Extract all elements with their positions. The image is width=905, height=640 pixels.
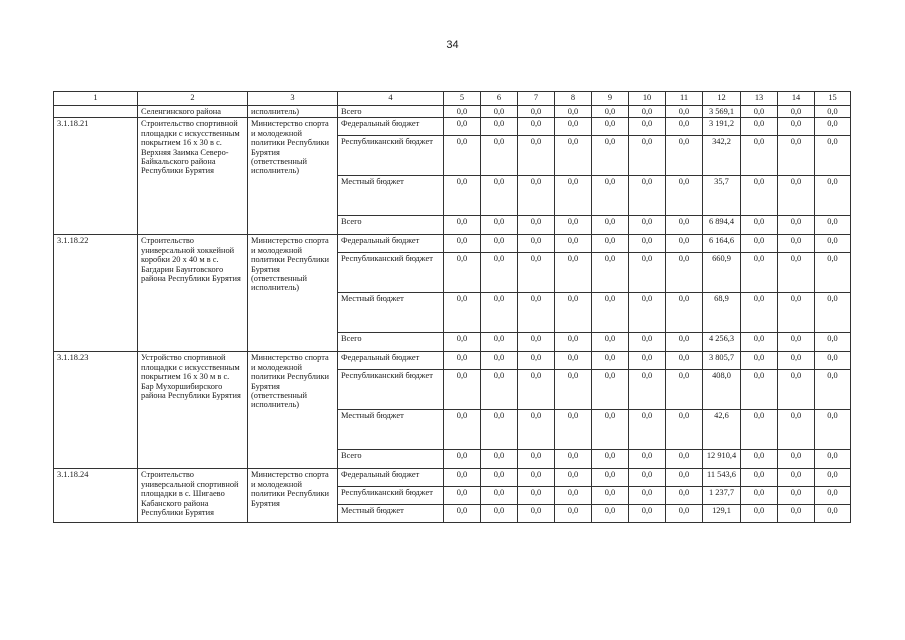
value-cell: 0,0 <box>815 410 851 450</box>
value-cell: 0,0 <box>815 235 851 253</box>
column-header-row <box>54 92 851 106</box>
value-cell: 0,0 <box>666 505 703 523</box>
value-cell: 0,0 <box>592 410 629 450</box>
value-cell: 0,0 <box>778 450 815 469</box>
value-cell: 0,0 <box>815 487 851 505</box>
value-cell: 0,0 <box>741 176 778 216</box>
value-cell: 0,0 <box>555 216 592 235</box>
row-executor: Министерство спорта и молодежной политики Республики Бурятия (ответственный исполнитель) <box>248 235 338 352</box>
value-cell: 0,0 <box>518 293 555 333</box>
row-code <box>54 106 138 118</box>
funding-source: Всего <box>338 216 444 235</box>
table-row <box>54 106 851 118</box>
value-cell: 0,0 <box>815 118 851 136</box>
row-name: Строительство универсальной хоккейной коробки 20 х 40 м в с. Багдарин Баунтовского района Республики Бурятия <box>138 235 248 352</box>
value-cell: 0,0 <box>592 333 629 352</box>
value-cell: 0,0 <box>778 370 815 410</box>
value-cell: 0,0 <box>778 235 815 253</box>
value-cell: 0,0 <box>741 118 778 136</box>
value-cell: 0,0 <box>629 176 666 216</box>
value-cell: 0,0 <box>481 370 518 410</box>
row-code: 3.1.18.22 <box>54 235 138 352</box>
value-cell: 0,0 <box>815 469 851 487</box>
value-cell: 0,0 <box>815 176 851 216</box>
value-cell: 0,0 <box>481 333 518 352</box>
value-cell: 68,9 <box>703 293 741 333</box>
column-header: 15 <box>815 92 851 106</box>
value-cell: 0,0 <box>481 487 518 505</box>
funding-source: Федеральный бюджет <box>338 235 444 253</box>
column-header: 10 <box>629 92 666 106</box>
value-cell: 0,0 <box>592 352 629 370</box>
value-cell: 0,0 <box>666 235 703 253</box>
value-cell: 0,0 <box>741 235 778 253</box>
value-cell: 0,0 <box>666 176 703 216</box>
value-cell: 0,0 <box>481 118 518 136</box>
value-cell: 0,0 <box>518 176 555 216</box>
value-cell: 0,0 <box>815 136 851 176</box>
value-cell: 1 237,7 <box>703 487 741 505</box>
value-cell: 0,0 <box>481 253 518 293</box>
value-cell: 0,0 <box>444 176 481 216</box>
value-cell: 0,0 <box>666 450 703 469</box>
value-cell: 0,0 <box>481 216 518 235</box>
value-cell: 0,0 <box>629 118 666 136</box>
value-cell: 0,0 <box>518 253 555 293</box>
funding-source: Местный бюджет <box>338 410 444 450</box>
value-cell: 0,0 <box>629 106 666 118</box>
value-cell: 0,0 <box>778 118 815 136</box>
value-cell: 3 805,7 <box>703 352 741 370</box>
value-cell: 0,0 <box>444 136 481 176</box>
value-cell: 0,0 <box>444 370 481 410</box>
row-code: 3.1.18.23 <box>54 352 138 469</box>
row-name: Селенгинского района <box>138 106 248 118</box>
column-header: 1 <box>54 92 138 106</box>
value-cell: 0,0 <box>666 410 703 450</box>
value-cell: 0,0 <box>481 410 518 450</box>
value-cell: 0,0 <box>555 253 592 293</box>
value-cell: 0,0 <box>815 370 851 410</box>
value-cell: 0,0 <box>444 333 481 352</box>
value-cell: 0,0 <box>481 106 518 118</box>
value-cell: 0,0 <box>629 487 666 505</box>
value-cell: 0,0 <box>555 370 592 410</box>
row-name: Строительство спортивной площадки с искусственным покрытием 16 х 30 в с. Верхняя Заимка Северо-Байкальского района Республики Бурятия <box>138 118 248 235</box>
value-cell: 0,0 <box>481 352 518 370</box>
column-header: 7 <box>518 92 555 106</box>
value-cell: 0,0 <box>741 333 778 352</box>
value-cell: 0,0 <box>592 505 629 523</box>
value-cell: 0,0 <box>629 352 666 370</box>
value-cell: 0,0 <box>815 333 851 352</box>
value-cell: 0,0 <box>815 450 851 469</box>
value-cell: 660,9 <box>703 253 741 293</box>
funding-source: Местный бюджет <box>338 505 444 523</box>
value-cell: 0,0 <box>518 118 555 136</box>
value-cell: 0,0 <box>518 505 555 523</box>
value-cell: 0,0 <box>629 136 666 176</box>
value-cell: 0,0 <box>815 253 851 293</box>
value-cell: 0,0 <box>444 450 481 469</box>
value-cell: 0,0 <box>518 352 555 370</box>
value-cell: 11 543,6 <box>703 469 741 487</box>
funding-source: Местный бюджет <box>338 176 444 216</box>
value-cell: 0,0 <box>741 106 778 118</box>
row-code: 3.1.18.24 <box>54 469 138 523</box>
value-cell: 0,0 <box>666 253 703 293</box>
value-cell: 0,0 <box>555 450 592 469</box>
column-header: 8 <box>555 92 592 106</box>
value-cell: 0,0 <box>666 106 703 118</box>
value-cell: 0,0 <box>741 136 778 176</box>
table-row <box>54 235 851 253</box>
table-body <box>54 92 851 523</box>
value-cell: 0,0 <box>815 352 851 370</box>
value-cell: 0,0 <box>629 293 666 333</box>
value-cell: 0,0 <box>592 106 629 118</box>
value-cell: 0,0 <box>666 136 703 176</box>
funding-source: Республиканский бюджет <box>338 136 444 176</box>
value-cell: 0,0 <box>444 253 481 293</box>
value-cell: 0,0 <box>444 469 481 487</box>
value-cell: 129,1 <box>703 505 741 523</box>
table-row <box>54 352 851 370</box>
value-cell: 0,0 <box>741 253 778 293</box>
value-cell: 0,0 <box>778 410 815 450</box>
funding-source: Федеральный бюджет <box>338 469 444 487</box>
funding-source: Республиканский бюджет <box>338 487 444 505</box>
value-cell: 0,0 <box>518 136 555 176</box>
value-cell: 0,0 <box>555 118 592 136</box>
value-cell: 0,0 <box>741 450 778 469</box>
value-cell: 0,0 <box>444 352 481 370</box>
value-cell: 0,0 <box>481 450 518 469</box>
value-cell: 0,0 <box>592 235 629 253</box>
column-header: 9 <box>592 92 629 106</box>
column-header: 6 <box>481 92 518 106</box>
value-cell: 0,0 <box>592 487 629 505</box>
column-header: 3 <box>248 92 338 106</box>
value-cell: 0,0 <box>444 235 481 253</box>
value-cell: 0,0 <box>444 216 481 235</box>
row-name: Строительство универсальной спортивной площадки в с. Шигаево Кабанского района Республики Бурятия <box>138 469 248 523</box>
table-row <box>54 469 851 487</box>
value-cell: 0,0 <box>778 293 815 333</box>
value-cell: 0,0 <box>741 469 778 487</box>
value-cell: 0,0 <box>778 487 815 505</box>
value-cell: 0,0 <box>778 333 815 352</box>
value-cell: 0,0 <box>778 469 815 487</box>
funding-source: Местный бюджет <box>338 293 444 333</box>
value-cell: 0,0 <box>629 370 666 410</box>
value-cell: 0,0 <box>815 216 851 235</box>
value-cell: 0,0 <box>666 333 703 352</box>
value-cell: 0,0 <box>481 176 518 216</box>
value-cell: 0,0 <box>629 235 666 253</box>
value-cell: 0,0 <box>592 370 629 410</box>
row-executor: Министерство спорта и молодежной политики Республики Бурятия (ответственный исполнитель) <box>248 118 338 235</box>
table-row <box>54 118 851 136</box>
value-cell: 42,6 <box>703 410 741 450</box>
value-cell: 0,0 <box>592 216 629 235</box>
value-cell: 0,0 <box>555 106 592 118</box>
value-cell: 0,0 <box>592 118 629 136</box>
column-header: 13 <box>741 92 778 106</box>
value-cell: 0,0 <box>481 235 518 253</box>
value-cell: 0,0 <box>444 118 481 136</box>
value-cell: 0,0 <box>592 293 629 333</box>
value-cell: 0,0 <box>555 469 592 487</box>
column-header: 12 <box>703 92 741 106</box>
value-cell: 0,0 <box>741 352 778 370</box>
value-cell: 0,0 <box>592 253 629 293</box>
value-cell: 4 256,3 <box>703 333 741 352</box>
value-cell: 0,0 <box>815 293 851 333</box>
value-cell: 408,0 <box>703 370 741 410</box>
value-cell: 0,0 <box>481 293 518 333</box>
value-cell: 0,0 <box>778 352 815 370</box>
row-executor: Министерство спорта и молодежной политики Республики Бурятия (ответственный исполнитель) <box>248 352 338 469</box>
value-cell: 0,0 <box>629 410 666 450</box>
value-cell: 3 569,1 <box>703 106 741 118</box>
value-cell: 0,0 <box>741 487 778 505</box>
funding-source: Всего <box>338 106 444 118</box>
value-cell: 0,0 <box>741 410 778 450</box>
value-cell: 6 894,4 <box>703 216 741 235</box>
value-cell: 0,0 <box>629 333 666 352</box>
value-cell: 0,0 <box>666 370 703 410</box>
value-cell: 342,2 <box>703 136 741 176</box>
value-cell: 0,0 <box>518 370 555 410</box>
value-cell: 0,0 <box>592 176 629 216</box>
value-cell: 0,0 <box>815 106 851 118</box>
value-cell: 0,0 <box>592 469 629 487</box>
row-executor: Министерство спорта и молодежной политики Республики Бурятия <box>248 469 338 523</box>
value-cell: 0,0 <box>518 333 555 352</box>
value-cell: 0,0 <box>629 450 666 469</box>
value-cell: 0,0 <box>518 410 555 450</box>
value-cell: 0,0 <box>629 253 666 293</box>
value-cell: 35,7 <box>703 176 741 216</box>
funding-source: Всего <box>338 450 444 469</box>
value-cell: 0,0 <box>518 216 555 235</box>
value-cell: 0,0 <box>666 487 703 505</box>
value-cell: 0,0 <box>555 176 592 216</box>
value-cell: 0,0 <box>555 410 592 450</box>
value-cell: 0,0 <box>741 216 778 235</box>
value-cell: 0,0 <box>444 487 481 505</box>
funding-source: Всего <box>338 333 444 352</box>
value-cell: 0,0 <box>444 106 481 118</box>
value-cell: 0,0 <box>741 293 778 333</box>
column-header: 5 <box>444 92 481 106</box>
value-cell: 0,0 <box>778 505 815 523</box>
value-cell: 3 191,2 <box>703 118 741 136</box>
column-header: 14 <box>778 92 815 106</box>
value-cell: 0,0 <box>666 352 703 370</box>
value-cell: 0,0 <box>555 293 592 333</box>
value-cell: 0,0 <box>555 505 592 523</box>
row-executor: исполнитель) <box>248 106 338 118</box>
value-cell: 0,0 <box>741 370 778 410</box>
value-cell: 0,0 <box>555 136 592 176</box>
value-cell: 0,0 <box>629 216 666 235</box>
column-header: 4 <box>338 92 444 106</box>
value-cell: 0,0 <box>555 352 592 370</box>
value-cell: 0,0 <box>629 505 666 523</box>
value-cell: 0,0 <box>518 469 555 487</box>
value-cell: 0,0 <box>481 136 518 176</box>
value-cell: 0,0 <box>444 410 481 450</box>
value-cell: 0,0 <box>481 505 518 523</box>
value-cell: 0,0 <box>555 487 592 505</box>
value-cell: 0,0 <box>518 487 555 505</box>
value-cell: 0,0 <box>555 333 592 352</box>
value-cell: 0,0 <box>778 216 815 235</box>
value-cell: 0,0 <box>778 176 815 216</box>
value-cell: 0,0 <box>778 253 815 293</box>
page-number: 34 <box>446 39 459 51</box>
row-name: Устройство спортивной площадки с искусственным покрытием 16 х 30 м в с. Бар Мухоршибирского района Республики Бурятия <box>138 352 248 469</box>
value-cell: 0,0 <box>815 505 851 523</box>
value-cell: 0,0 <box>444 293 481 333</box>
row-code: 3.1.18.21 <box>54 118 138 235</box>
value-cell: 0,0 <box>666 216 703 235</box>
value-cell: 6 164,6 <box>703 235 741 253</box>
budget-table <box>53 91 851 523</box>
column-header: 11 <box>666 92 703 106</box>
value-cell: 0,0 <box>481 469 518 487</box>
value-cell: 0,0 <box>741 505 778 523</box>
value-cell: 0,0 <box>592 136 629 176</box>
value-cell: 0,0 <box>518 235 555 253</box>
funding-source: Федеральный бюджет <box>338 118 444 136</box>
funding-source: Республиканский бюджет <box>338 253 444 293</box>
value-cell: 0,0 <box>555 235 592 253</box>
value-cell: 0,0 <box>666 469 703 487</box>
value-cell: 0,0 <box>518 106 555 118</box>
funding-source: Федеральный бюджет <box>338 352 444 370</box>
value-cell: 0,0 <box>778 136 815 176</box>
value-cell: 0,0 <box>778 106 815 118</box>
value-cell: 0,0 <box>666 293 703 333</box>
value-cell: 0,0 <box>518 450 555 469</box>
funding-source: Республиканский бюджет <box>338 370 444 410</box>
column-header: 2 <box>138 92 248 106</box>
value-cell: 0,0 <box>666 118 703 136</box>
value-cell: 12 910,4 <box>703 450 741 469</box>
value-cell: 0,0 <box>444 505 481 523</box>
value-cell: 0,0 <box>629 469 666 487</box>
value-cell: 0,0 <box>592 450 629 469</box>
